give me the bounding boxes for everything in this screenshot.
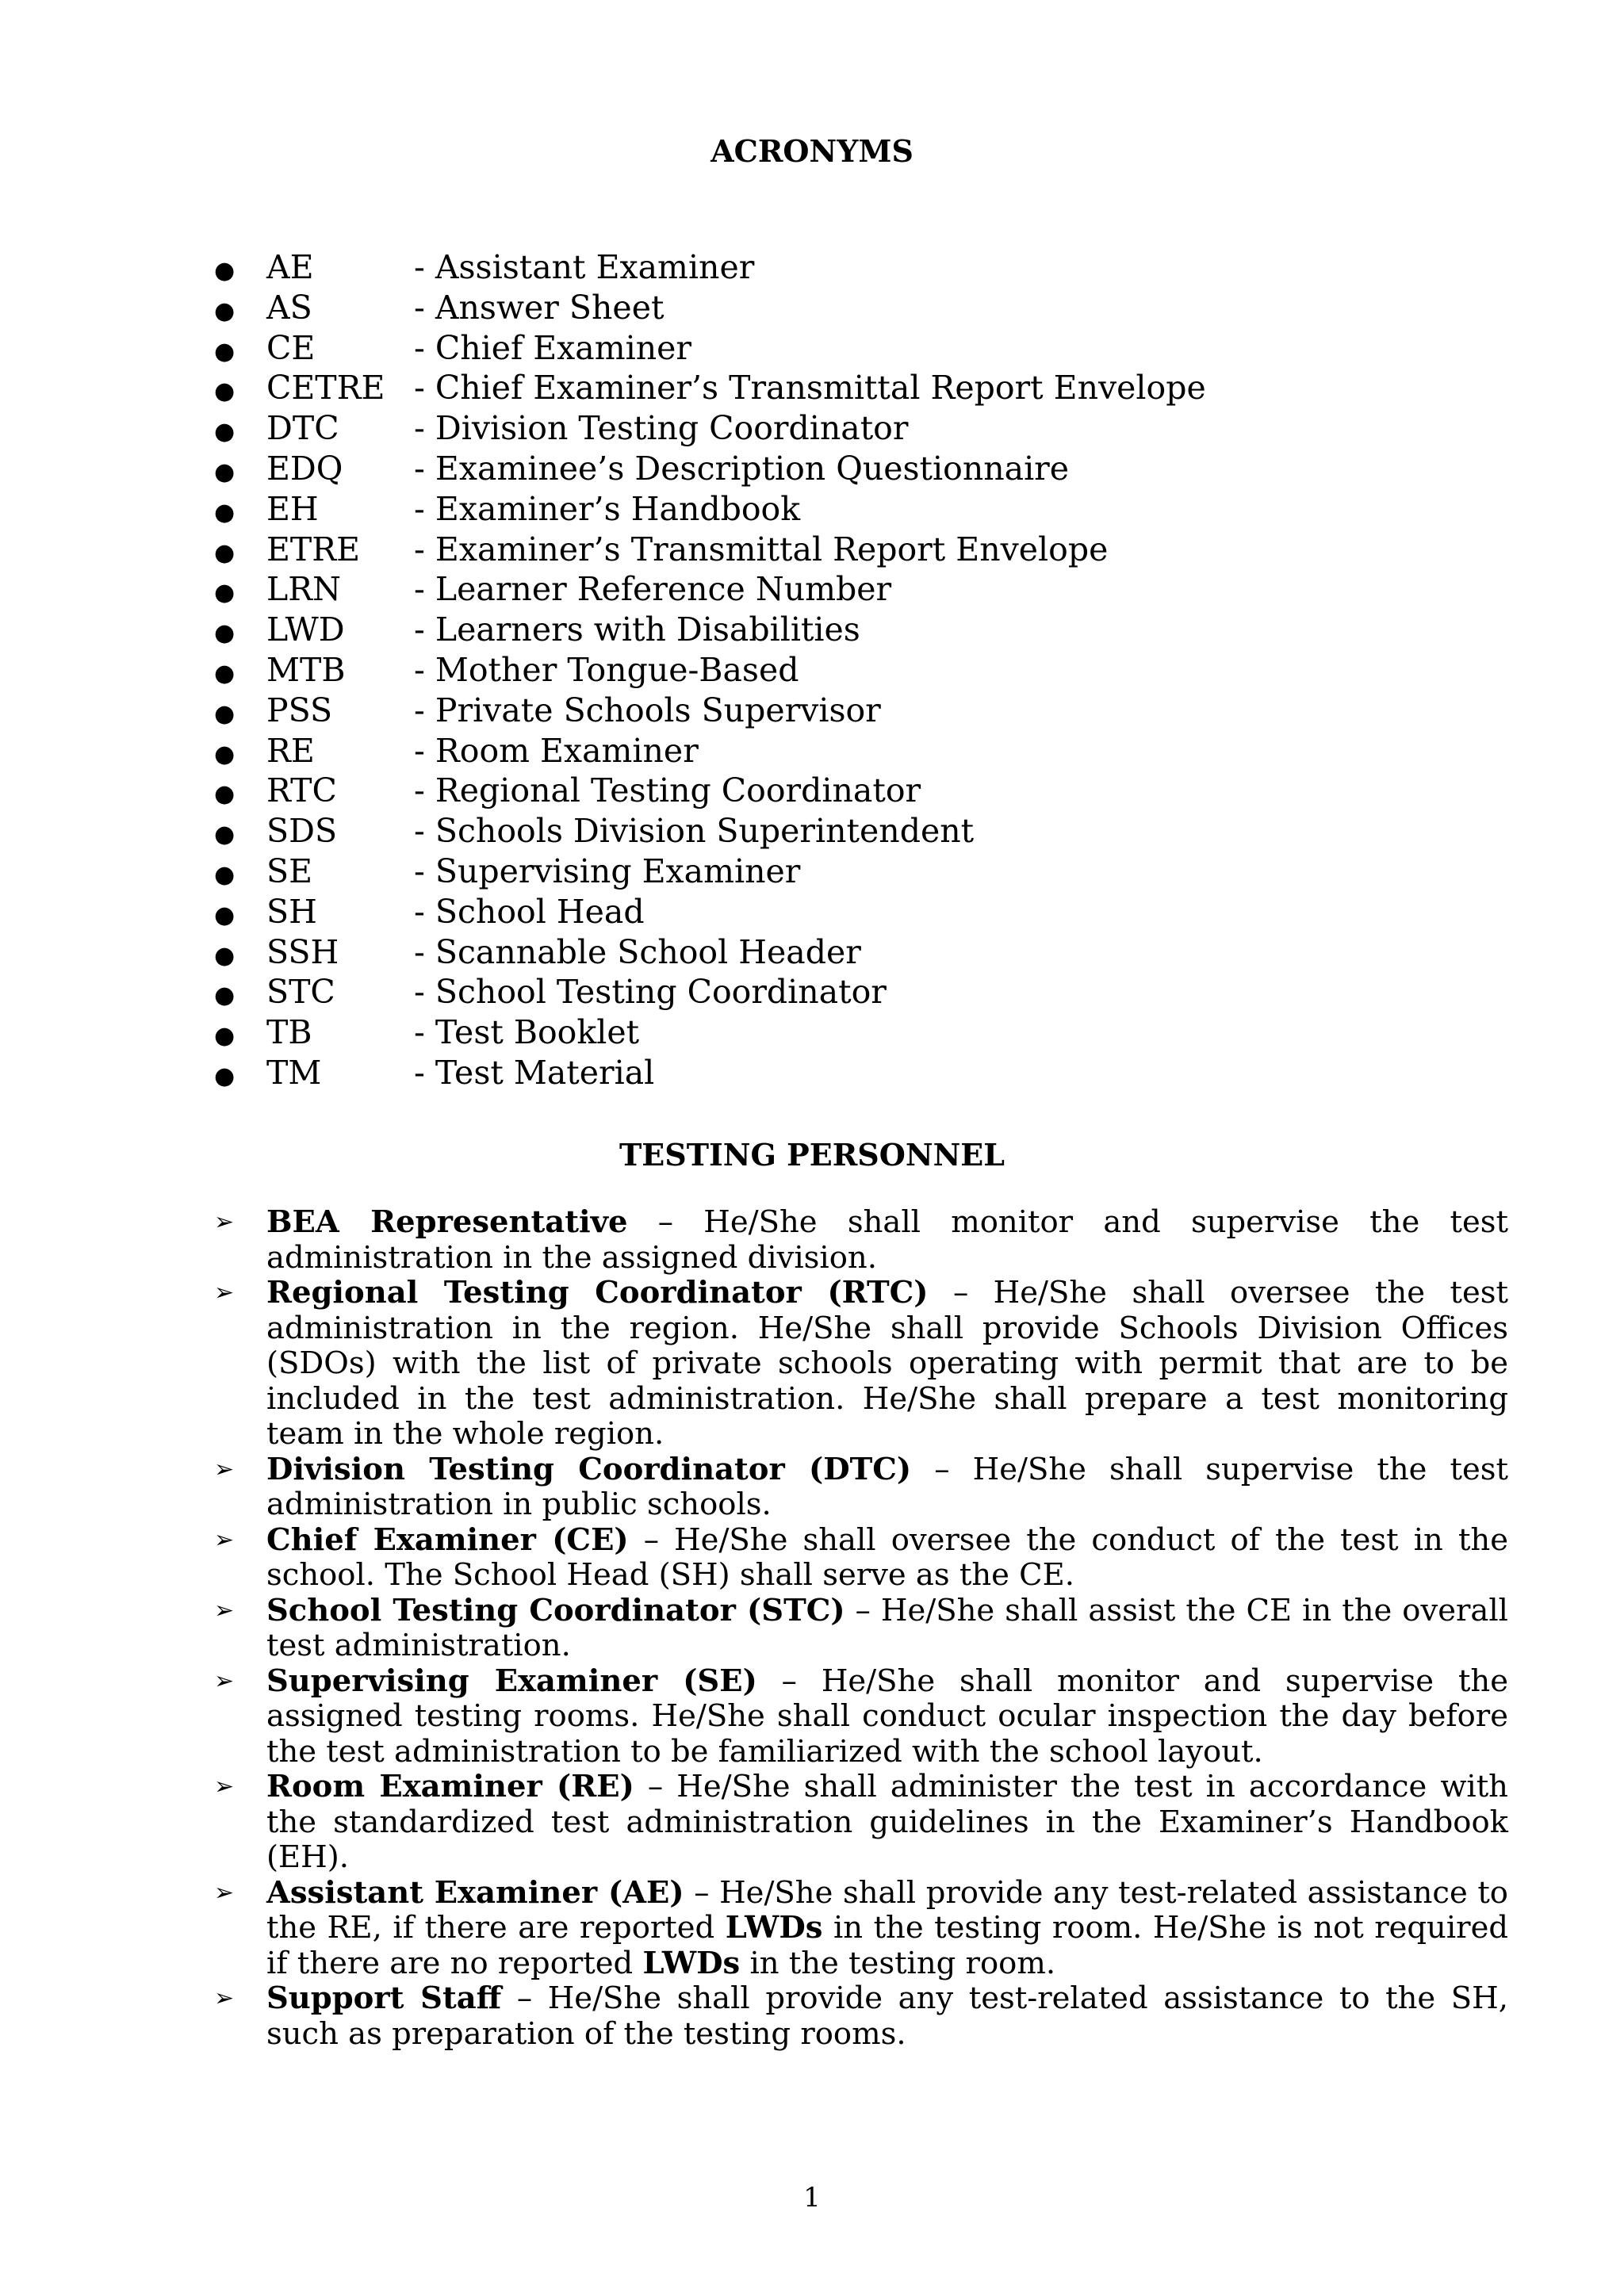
bullet-icon: ● [214,901,236,929]
acronym-abbr: LWD [266,610,345,649]
list-item [214,1452,1508,1523]
acronym-abbr: EH [266,489,319,528]
personnel-desc: in the testing room. [740,1945,1056,1981]
acronym-abbr: RTC [266,771,337,810]
acronym-abbr: SSH [266,932,339,971]
acronym-abbr: CETRE [266,369,385,408]
arrow-bullet-icon: ➢ [214,1984,235,2012]
bullet-icon: ● [214,579,236,607]
acronym-meaning: - Division Testing Coordinator [414,409,909,448]
page-number: 1 [803,2182,821,2214]
list-item [214,1276,1508,1452]
list-item [214,811,1206,851]
list-item [214,288,1206,328]
acronym-meaning: - Examiner’s Handbook [414,489,801,528]
acronym-meaning: - Learners with Disabilities [414,610,860,649]
list-item [214,1594,1508,1664]
list-item [214,1012,1206,1053]
list-item [214,530,1206,570]
list-item [214,1523,1508,1594]
acronym-abbr: SH [266,892,317,931]
personnel-title: Supervising Examiner (SE) [266,1663,757,1699]
list-item [214,771,1206,811]
bullet-icon: ● [214,1022,236,1050]
acronym-abbr: SE [266,851,313,890]
list-item [214,328,1206,369]
arrow-bullet-icon: ➢ [214,1279,235,1307]
personnel-desc: – He/She shall oversee the test administration in the region. He/She shall provide Schools Division Offices (SDOs) with the list of private schools operating with permit that are to be included in the test administration. He/She shall prepare a test monitoring team in the whole region. [266,1275,1508,1452]
list-item [214,368,1206,408]
acronym-meaning: - Scannable School Header [414,932,861,971]
bullet-icon: ● [214,659,236,687]
list-item [214,247,1206,288]
bullet-icon: ● [214,619,236,648]
acronym-meaning: - Assistant Examiner [414,248,755,286]
bullet-icon: ● [214,982,236,1010]
personnel-description [266,1981,1508,2052]
personnel-desc: – He/She shall administer the test in accordance with the standardized test administration guidelines in the Examiner’s Handbook (EH). [266,1769,1508,1875]
personnel-description [266,1594,1508,1664]
bullet-icon: ● [214,457,236,486]
personnel-description [266,1770,1508,1876]
acronym-abbr: STC [266,973,335,1012]
list-item [214,489,1206,530]
acronym-meaning: - Learner Reference Number [414,570,892,609]
bullet-icon: ● [214,377,236,406]
list-item [214,972,1206,1012]
acronym-meaning: - Regional Testing Coordinator [414,771,921,810]
personnel-title: Chief Examiner (CE) [266,1521,629,1558]
list-item [214,1053,1206,1093]
personnel-description [266,1276,1508,1452]
arrow-bullet-icon: ➢ [214,1878,235,1907]
bullet-icon: ● [214,1062,236,1090]
acronym-abbr: DTC [266,409,339,448]
list-item [214,1981,1508,2052]
personnel-title: BEA Representative [266,1204,628,1240]
list-item [214,1770,1508,1876]
list-item [214,1664,1508,1770]
acronym-list [214,247,1206,1093]
personnel-desc: – He/She shall provide any test-related assistance to the SH, such as preparation of the testing rooms. [266,1980,1508,2052]
acronym-meaning: - Answer Sheet [414,288,665,327]
personnel-description [266,1876,1508,1982]
acronym-meaning: - Supervising Examiner [414,851,801,890]
personnel-title: Regional Testing Coordinator (RTC) [266,1275,929,1311]
bullet-icon: ● [214,860,236,889]
personnel-desc: – He/She shall monitor and supervise the test administration in the assigned division. [266,1204,1508,1276]
acronym-abbr: AS [266,288,312,327]
list-item [214,650,1206,691]
acronym-meaning: - Test Material [414,1053,655,1092]
list-item [214,569,1206,610]
arrow-bullet-icon: ➢ [214,1455,235,1483]
acronym-abbr: CE [266,328,316,367]
acronym-meaning: - Examinee’s Description Questionnaire [414,449,1070,488]
personnel-desc: – He/She shall monitor and supervise the assigned testing rooms. He/She shall conduct ocular inspection the day before the test administration to be familiarized with the school layout. [266,1663,1508,1770]
bullet-icon: ● [214,740,236,768]
acronym-meaning: - Examiner’s Transmittal Report Envelope [414,530,1109,568]
list-item [214,851,1206,892]
list-item [214,408,1206,449]
list-item [214,892,1206,932]
bullet-icon: ● [214,941,236,970]
lwds-emphasis: LWDs [642,1945,741,1981]
list-item [214,1876,1508,1982]
bullet-icon: ● [214,337,236,365]
bullet-icon: ● [214,498,236,526]
bullet-icon: ● [214,699,236,728]
personnel-description [266,1452,1508,1523]
lwds-emphasis: LWDs [725,1910,823,1946]
personnel-title: Assistant Examiner (AE) [266,1874,684,1911]
acronym-meaning: - School Testing Coordinator [414,973,887,1012]
personnel-desc: – He/She shall oversee the conduct of the test in the school. The School Head (SH) shall serve as the CE. [266,1521,1508,1593]
acronym-meaning: - Room Examiner [414,731,699,770]
acronym-abbr: SDS [266,812,338,851]
arrow-bullet-icon: ➢ [214,1667,235,1695]
acronym-abbr: RE [266,731,315,770]
acronym-abbr: LRN [266,570,341,609]
acronym-abbr: AE [266,248,314,286]
acronym-meaning: - Chief Examiner’s Transmittal Report Envelope [414,369,1206,408]
personnel-title: Division Testing Coordinator (DTC) [266,1451,912,1487]
personnel-desc: in the testing room. He/She is not required if there are no reported [266,1910,1508,1981]
personnel-description [266,1523,1508,1594]
list-item [214,932,1206,973]
personnel-desc: – He/She shall assist the CE in the overall test administration. [266,1592,1508,1663]
acronym-meaning: - Test Booklet [414,1013,640,1052]
arrow-bullet-icon: ➢ [214,1525,235,1554]
personnel-title: Support Staff [266,1980,502,2016]
personnel-list [214,1205,1508,2052]
acronym-meaning: - Schools Division Superintendent [414,812,975,851]
bullet-icon: ● [214,297,236,325]
arrow-bullet-icon: ➢ [214,1596,235,1624]
bullet-icon: ● [214,538,236,567]
bullet-icon: ● [214,257,236,285]
list-item [214,449,1206,489]
testing-personnel-heading: TESTING PERSONNEL [619,1137,1005,1173]
bullet-icon: ● [214,780,236,809]
acronym-abbr: EDQ [266,449,343,488]
list-item [214,691,1206,731]
acronym-abbr: TM [266,1053,322,1092]
arrow-bullet-icon: ➢ [214,1208,235,1236]
acronym-abbr: ETRE [266,530,361,568]
acronym-abbr: TB [266,1013,312,1052]
list-item [214,731,1206,771]
list-item [214,610,1206,650]
personnel-title: School Testing Coordinator (STC) [266,1592,845,1628]
bullet-icon: ● [214,821,236,849]
acronym-meaning: - Private Schools Supervisor [414,691,881,729]
acronym-abbr: PSS [266,691,333,729]
acronyms-heading: ACRONYMS [710,133,914,169]
bullet-icon: ● [214,418,236,446]
acronym-meaning: - School Head [414,892,645,931]
personnel-description [266,1664,1508,1770]
acronym-abbr: MTB [266,650,346,689]
personnel-title: Room Examiner (RE) [266,1769,634,1804]
personnel-desc: – He/She shall supervise the test administration in public schools. [266,1451,1508,1522]
arrow-bullet-icon: ➢ [214,1773,235,1800]
list-item [214,1205,1508,1276]
personnel-description [266,1205,1508,1276]
acronym-meaning: - Mother Tongue-Based [414,650,799,689]
personnel-desc: – He/She shall provide any test-related assistance to the RE, if there are reported [266,1874,1508,1946]
acronym-meaning: - Chief Examiner [414,328,692,367]
